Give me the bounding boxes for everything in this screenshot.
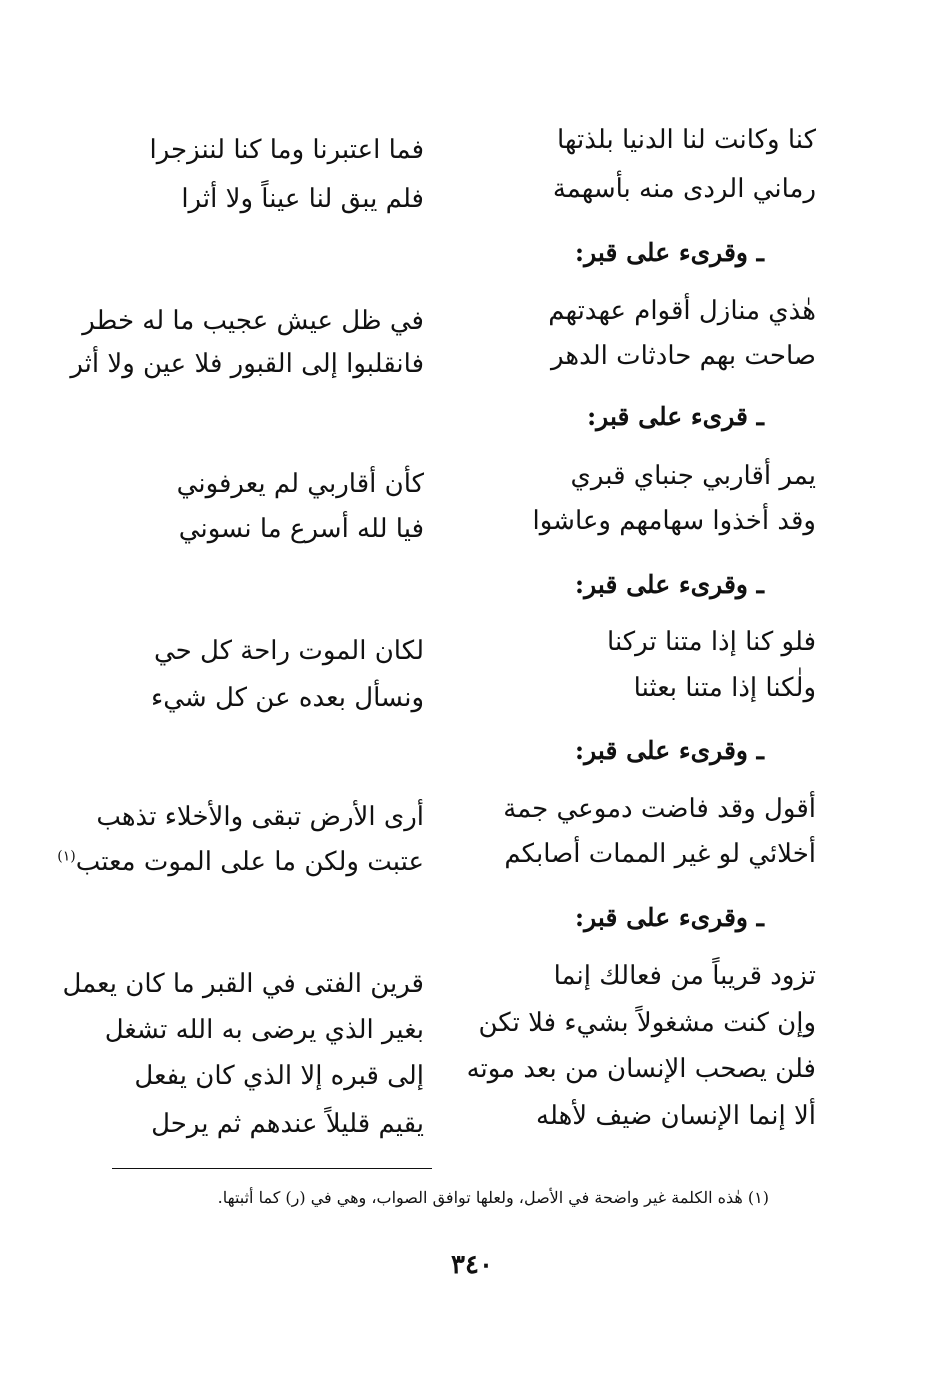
verse-left: ونسأل بعده عن كل شيء xyxy=(151,683,424,713)
section-heading: ـ وقرىء على قبر: xyxy=(574,238,764,267)
verse-right: فلن يصحب الإنسان من بعد موته xyxy=(466,1054,816,1084)
verse-text: عتبت ولكن ما على الموت معتب xyxy=(75,847,424,877)
verse-left: في ظل عيش عجيب ما له خطر xyxy=(82,306,424,336)
verse-right: ألا إنما الإنسان ضيف لأهله xyxy=(536,1101,816,1131)
verse-right: فلو كنا إذا متنا تركنا xyxy=(607,627,816,657)
verse-right: وإن كنت مشغولاً بشيء فلا تكن xyxy=(478,1008,816,1038)
verse-right: أخلائي لو غير الممات أصابكم xyxy=(504,839,816,869)
verse-right: ولٰكنا إذا متنا بعثنا xyxy=(633,673,816,703)
verse-left: قرين الفتى في القبر ما كان يعمل xyxy=(62,969,424,999)
verse-right: وقد أخذوا سهامهم وعاشوا xyxy=(532,506,816,536)
verse-right: أقول وقد فاضت دموعي جمة xyxy=(503,794,816,824)
page-number: ٣٤٠ xyxy=(451,1250,493,1280)
section-heading: ـ وقرىء على قبر: xyxy=(574,736,764,765)
section-heading: ـ وقرىء على قبر: xyxy=(574,570,764,599)
verse-left: فيا لله أسرع ما نسوني xyxy=(178,514,424,544)
verse-left: لكان الموت راحة كل حي xyxy=(153,636,424,666)
verse-right: صاحت بهم حادثات الدهر xyxy=(551,341,816,371)
verse-left: إلى قبره إلا الذي كان يفعل xyxy=(134,1061,424,1091)
verse-right: هٰذي منازل أقوام عهدتهم xyxy=(548,296,816,326)
verse-left: بغير الذي يرضى به الله تشغل xyxy=(104,1015,424,1045)
verse-left: أرى الأرض تبقى والأخلاء تذهب xyxy=(96,802,424,832)
verse-left: فلم يبق لنا عيناً ولا أثرا xyxy=(181,184,424,214)
verse-right: رماني الردى منه بأسهمة xyxy=(552,174,816,204)
verse-left: فما اعتبرنا وما كنا لننزجرا xyxy=(149,135,424,165)
verse-left: يقيم قليلاً عندهم ثم يرحل xyxy=(151,1109,424,1139)
section-heading: ـ وقرىء على قبر: xyxy=(574,903,764,932)
footnote-divider xyxy=(112,1168,432,1169)
verse-left xyxy=(57,848,424,878)
verse-left: فانقلبوا إلى القبور فلا عين ولا أثر xyxy=(70,349,424,379)
footnote-marker: (١) xyxy=(57,848,76,865)
footnote: (١) هٰذه الكلمة غير واضحة في الأصل، ولعلها توافق الصواب، وهي في (ر) كما أثبتها. xyxy=(217,1188,769,1207)
verse-left: كأن أقاربي لم يعرفوني xyxy=(176,469,424,499)
section-heading: ـ قرىء على قبر: xyxy=(586,402,764,431)
verse-right: يمر أقاربي جنباي قبري xyxy=(570,461,816,491)
verse-right: تزود قريباً من فعالك إنما xyxy=(553,961,816,991)
verse-right: كنا وكانت لنا الدنيا بلذتها xyxy=(557,125,816,155)
